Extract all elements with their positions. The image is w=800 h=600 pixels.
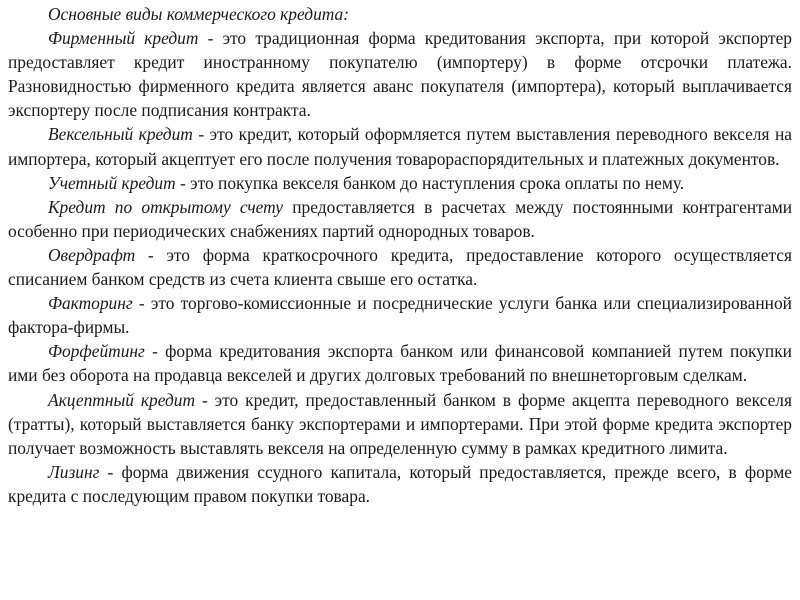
paragraph-open-account-credit	[8, 195, 792, 243]
term-bill-credit: Вексельный кредит	[48, 124, 193, 145]
paragraph-firm-credit	[8, 26, 792, 122]
definition-overdraft: - это форма краткосрочного кредита, предоставление которого осуществляется списанием банком средств из счета клиента свыше его остатка.	[8, 244, 792, 290]
term-acceptance-credit: Акцептный кредит	[48, 389, 196, 410]
paragraph-factoring	[8, 291, 792, 339]
document-page	[8, 2, 792, 508]
definition-firm-credit: - это традиционная форма кредитования экспорта, при которой экспортер предоставляет кредит иностранному покупателю (импортеру) в форме отсрочки платежа. Разновидностью фирменного кредита является аванс покупателя (импортера), который выплачивается экспортеру после подписания контракта.	[8, 28, 792, 121]
definition-bill-credit: - это кредит, который оформляется путем выставления переводного векселя на импортера, который акцептует его после получения товарораспорядительных и платежных документов.	[8, 124, 792, 169]
paragraph-overdraft	[8, 243, 792, 291]
section-heading: Основные виды коммерческого кредита:	[48, 4, 350, 24]
paragraph-forfaiting	[8, 339, 792, 387]
definition-leasing: - форма движения ссудного капитала, который предоставляется, прежде всего, в форме кредита с последующим правом покупки товара.	[8, 461, 792, 506]
term-leasing: Лизинг	[48, 461, 100, 482]
term-open-account-credit: Кредит по открытому счету	[48, 196, 284, 217]
definition-discount-credit: - это покупка векселя банком до наступления срока оплаты по нему.	[175, 172, 685, 193]
paragraph-bill-credit	[8, 122, 792, 170]
term-discount-credit: Учетный кредит	[48, 172, 176, 193]
definition-forfaiting: - форма кредитования экспорта банком или финансовой компанией путем покупки ими без оборота на продавца векселей и других долговых требований по внешнеторговым сделкам.	[8, 341, 792, 386]
paragraph-discount-credit	[8, 171, 792, 195]
paragraph-leasing	[8, 460, 792, 508]
definition-acceptance-credit: - это кредит, предоставленный банком в форме акцепта переводного векселя (тратты), который выставляется банку экспортерами и импортерами. При этой форме кредита экспортер получает возможность выставлять векселя на определенную сумму в рамках кредитного лимита.	[8, 389, 792, 458]
term-forfaiting: Форфейтинг	[48, 341, 145, 362]
term-firm-credit: Фирменный кредит	[48, 28, 199, 49]
definition-factoring: - это торгово-комиссионные и посреднические услуги банка или специализированной фактора-фирмы.	[8, 293, 792, 338]
term-overdraft: Овердрафт	[48, 244, 136, 265]
paragraph-acceptance-credit	[8, 388, 792, 460]
term-factoring: Факторинг	[48, 293, 133, 314]
definition-open-account-credit: предоставляется в расчетах между постоянными контрагентами особенно при периодических снабжениях партий однородных товаров.	[8, 196, 793, 241]
